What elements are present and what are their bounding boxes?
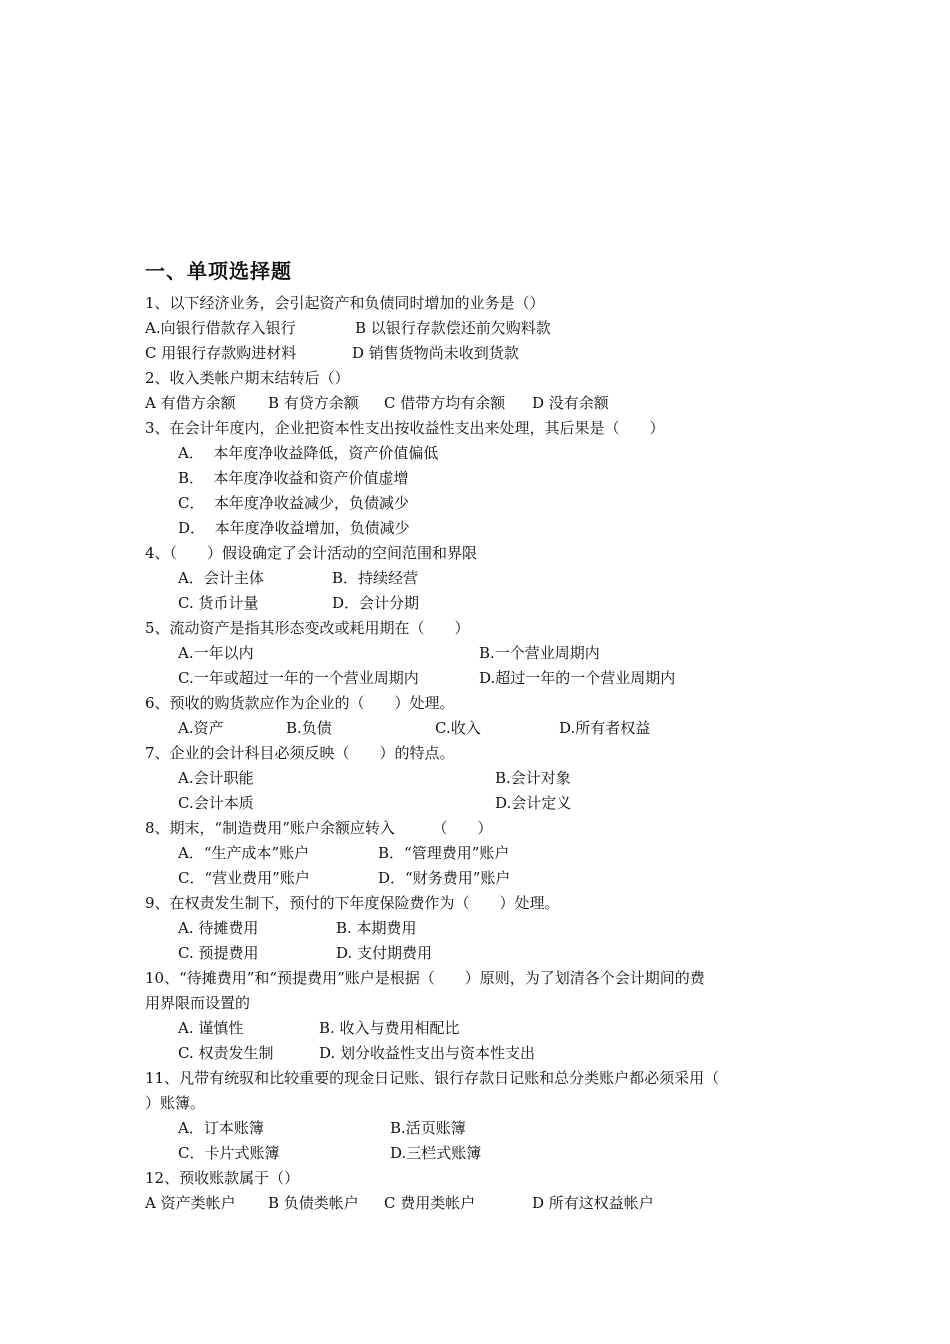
option: D 所有这权益帐户 xyxy=(532,1194,654,1212)
option-row xyxy=(145,591,815,616)
option: C．“营业费用”账户 xyxy=(178,869,310,887)
option: C. 权责发生制 xyxy=(178,1044,274,1062)
option: A 有借方余额 xyxy=(145,394,236,412)
option: D．“财务费用”账户 xyxy=(378,869,511,887)
option-row xyxy=(145,866,815,891)
option: A.一年以内 xyxy=(178,644,254,662)
option: C.会计本质 xyxy=(178,794,254,812)
option: C.收入 xyxy=(435,719,481,737)
question-stem-line: ）账簿。 xyxy=(145,1094,206,1112)
question-stem: 5、流动资产是指其形态变改或耗用期在（ ） xyxy=(145,619,470,637)
option: D 没有余额 xyxy=(532,394,609,412)
question-stem-line: 用界限而设置的 xyxy=(145,994,251,1012)
question-stem: 1、以下经济业务，会引起资产和负债同时增加的业务是（） xyxy=(145,294,545,312)
option: A.会计职能 xyxy=(178,769,254,787)
option-row xyxy=(145,841,815,866)
question-stem: 4、（ ）假设确定了会计活动的空间范围和界限 xyxy=(145,544,478,562)
option: A.资产 xyxy=(178,719,224,737)
option: B 有贷方余额 xyxy=(268,394,359,412)
option: B. 本期费用 xyxy=(336,919,417,937)
option: A．“生产成本”账户 xyxy=(178,844,310,862)
option: C.一年或超过一年的一个营业周期内 xyxy=(178,669,419,687)
question-stem: 3、在会计年度内，企业把资本性支出按收益性支出来处理，其后果是（ ） xyxy=(145,419,665,437)
option-row xyxy=(145,791,815,816)
option: D.会计定义 xyxy=(495,794,572,812)
option: C． 本年度净收益减少，负债减少 xyxy=(178,494,410,512)
question-stem: 7、企业的会计科目必须反映（ ）的特点。 xyxy=(145,744,455,762)
option-row xyxy=(145,391,815,416)
option-row xyxy=(145,1191,815,1216)
option: A．会计主体 xyxy=(178,569,264,587)
option: A.向银行借款存入银行 xyxy=(145,319,296,337)
option: D. 划分收益性支出与资本性支出 xyxy=(319,1044,536,1062)
option: A． 本年度净收益降低，资产价值偏低 xyxy=(178,444,439,462)
question-stem: 6、预收的购货款应作为企业的（ ）处理。 xyxy=(145,694,455,712)
option-row xyxy=(145,941,815,966)
question-stem: 12、预收账款属于（） xyxy=(145,1169,300,1187)
option: D.所有者权益 xyxy=(559,719,651,737)
option-row xyxy=(145,666,815,691)
option-row xyxy=(145,1116,815,1141)
option-row xyxy=(145,1016,815,1041)
question-stem-line: 10、“待摊费用”和“预提费用”账户是根据（ ）原则，为了划清各个会计期间的费 xyxy=(145,969,705,987)
option: B. 收入与费用相配比 xyxy=(319,1019,460,1037)
question-stem: 9、在权责发生制下，预付的下年度保险费作为（ ）处理。 xyxy=(145,894,560,912)
option-row xyxy=(145,716,815,741)
question-stem: 8、期末，“制造费用”账户余额应转入 （ ） xyxy=(145,819,493,837)
option: A. 待摊费用 xyxy=(178,919,259,937)
question-stem-line: 11、凡带有统驭和比较重要的现金日记账、银行存款日记账和总分类账户都必须采用（ xyxy=(145,1069,720,1087)
option: D.三栏式账簿 xyxy=(390,1144,482,1162)
option-row xyxy=(145,316,815,341)
option: C. 货币计量 xyxy=(178,594,259,612)
question-list xyxy=(145,291,815,1216)
option-row xyxy=(145,566,815,591)
option: D. 支付期费用 xyxy=(336,944,433,962)
option-row xyxy=(145,1041,815,1066)
option: B 负债类帐户 xyxy=(268,1194,359,1212)
option-row xyxy=(145,916,815,941)
option: B．“管理费用”账户 xyxy=(378,844,510,862)
option: C 费用类帐户 xyxy=(384,1194,476,1212)
option: D.超过一年的一个营业周期内 xyxy=(479,669,676,687)
section-title: 一、单项选择题 xyxy=(145,259,292,283)
option: A．订本账簿 xyxy=(178,1119,264,1137)
option: C. 预提费用 xyxy=(178,944,259,962)
option: D 销售货物尚未收到货款 xyxy=(352,344,519,362)
option: B.活页账簿 xyxy=(390,1119,466,1137)
option: C 用银行存款购进材料 xyxy=(145,344,297,362)
option: D．会计分期 xyxy=(332,594,420,612)
option: A 资产类帐户 xyxy=(145,1194,236,1212)
option: A. 谨慎性 xyxy=(178,1019,244,1037)
option: C 借带方均有余额 xyxy=(384,394,506,412)
option-row xyxy=(145,641,815,666)
option: B.会计对象 xyxy=(495,769,571,787)
option: B 以银行存款偿还前欠购料款 xyxy=(355,319,551,337)
option-row xyxy=(145,341,815,366)
option-row xyxy=(145,1141,815,1166)
question-stem: 2、收入类帐户期末结转后（） xyxy=(145,369,350,387)
option: D． 本年度净收益增加，负债减少 xyxy=(178,519,410,537)
option: B.负债 xyxy=(286,719,332,737)
option: B．持续经营 xyxy=(332,569,419,587)
option: C．卡片式账簿 xyxy=(178,1144,280,1162)
option: B.一个营业周期内 xyxy=(479,644,600,662)
option: B． 本年度净收益和资产价值虚增 xyxy=(178,469,409,487)
option-row xyxy=(145,766,815,791)
